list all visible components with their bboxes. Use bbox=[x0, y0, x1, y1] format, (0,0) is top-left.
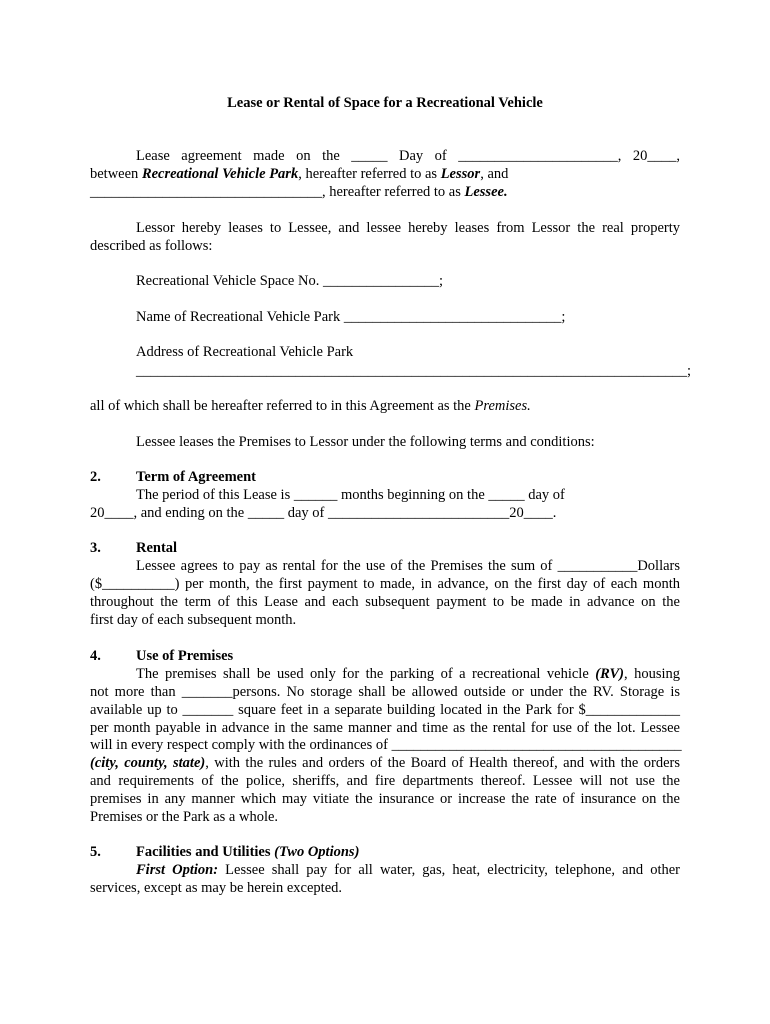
line-text: Premises or the Park as a whole. bbox=[90, 809, 279, 825]
document-line bbox=[90, 879, 680, 897]
document-line bbox=[90, 575, 680, 593]
line-text: premises in any manner which may vitiate the insurance or increase the rate of insurance on the bbox=[90, 791, 680, 807]
emphasized-text: Lessor bbox=[440, 166, 481, 182]
emphasized-text: First Option: bbox=[136, 862, 219, 878]
emphasized-text: (city, county, state) bbox=[90, 755, 206, 771]
document-line bbox=[136, 861, 680, 879]
line-text: The period of this Lease is ______ months beginning on the _____ day of bbox=[136, 487, 565, 503]
document-line bbox=[136, 343, 680, 361]
section-title: Term of Agreement bbox=[136, 469, 256, 485]
line-text: first day of each subsequent month. bbox=[90, 612, 297, 628]
line-text: 20____, and ending on the _____ day of _________________________20____. bbox=[90, 505, 557, 521]
line-text: , and bbox=[480, 166, 509, 182]
document-line bbox=[90, 593, 680, 611]
section-heading bbox=[90, 468, 680, 486]
emphasized-text: Premises. bbox=[474, 398, 531, 414]
emphasized-text: (RV) bbox=[595, 666, 624, 682]
line-text: and requirements of the police, sheriffs, and fire departments thereof. Lessee will not use the bbox=[90, 773, 680, 789]
section-title: Facilities and Utilities bbox=[136, 844, 275, 860]
line-text: between bbox=[90, 166, 142, 182]
document-line bbox=[90, 165, 680, 183]
document-line bbox=[90, 683, 680, 701]
document-line bbox=[90, 237, 680, 255]
line-text: available up to _______ square feet in a separate building located in the Park for $_____________ bbox=[90, 702, 680, 718]
document-line bbox=[136, 272, 680, 290]
emphasized-text: Lessee. bbox=[464, 184, 508, 200]
document-line bbox=[90, 754, 680, 772]
document-line bbox=[90, 736, 680, 754]
line-text: , housing bbox=[624, 666, 681, 682]
line-text: described as follows: bbox=[90, 238, 213, 254]
line-text: Lease agreement made on the _____ Day of ______________________, 20____, bbox=[136, 148, 680, 164]
section-heading bbox=[90, 843, 680, 861]
document-line bbox=[90, 790, 680, 808]
line-text: Lessor hereby leases to Lessee, and lessee hereby leases from Lessor the real property bbox=[136, 220, 680, 236]
section-number: 3. bbox=[90, 540, 101, 556]
section-heading bbox=[90, 539, 680, 557]
document-line bbox=[136, 557, 680, 575]
line-text: Address of Recreational Vehicle Park bbox=[136, 344, 354, 360]
line-text: , hereafter referred to as bbox=[298, 166, 441, 182]
line-text: ________________________________, hereafter referred to as bbox=[90, 184, 465, 200]
section-number: 5. bbox=[90, 844, 101, 860]
line-text: per month payable in advance in the same manner and time as the rental for use of the lot. Lessee bbox=[90, 720, 680, 736]
line-text: Lessee shall pay for all water, gas, heat, electricity, telephone, and other bbox=[218, 862, 681, 878]
document-line bbox=[136, 665, 680, 683]
line-text: Lessee agrees to pay as rental for the use of the Premises the sum of ___________Dollars bbox=[136, 558, 680, 574]
line-text: all of which shall be hereafter referred to in this Agreement as the bbox=[90, 398, 475, 414]
document-line bbox=[90, 772, 680, 790]
document-line bbox=[136, 219, 680, 237]
document-line bbox=[136, 362, 692, 380]
section-number: 2. bbox=[90, 469, 101, 485]
line-text: Recreational Vehicle Space No. ________________; bbox=[136, 273, 443, 289]
line-text: throughout the term of this Lease and each subsequent payment to be made in advance on the bbox=[90, 594, 680, 610]
section-title: Rental bbox=[136, 540, 178, 556]
section-title: (Two Options) bbox=[274, 844, 360, 860]
line-text: Name of Recreational Vehicle Park ______________________________; bbox=[136, 309, 566, 325]
document-line bbox=[136, 486, 680, 504]
line-text: The premises shall be used only for the parking of a recreational vehicle bbox=[136, 666, 596, 682]
section-heading bbox=[90, 647, 680, 665]
document-line bbox=[90, 504, 680, 522]
document-title: Lease or Rental of Space for a Recreational Vehicle bbox=[227, 95, 543, 111]
line-text: Lessee leases the Premises to Lessor under the following terms and conditions: bbox=[136, 434, 595, 450]
document-line bbox=[90, 701, 680, 719]
document-line bbox=[90, 183, 680, 201]
emphasized-text: Recreational Vehicle Park bbox=[141, 166, 299, 182]
line-text: ($__________) per month, the first payment to made, in advance, on the first day of each month bbox=[90, 576, 680, 592]
line-text: services, except as may be herein excepted. bbox=[90, 880, 343, 896]
document-line bbox=[90, 611, 680, 629]
document-line bbox=[90, 719, 680, 737]
document-line bbox=[90, 397, 680, 415]
document-line bbox=[136, 433, 680, 451]
line-text: , with the rules and orders of the Board of Health thereof, and with the orders bbox=[205, 755, 680, 771]
document-line bbox=[136, 147, 680, 165]
section-title: Use of Premises bbox=[136, 648, 234, 664]
section-number: 4. bbox=[90, 648, 101, 664]
line-text: ____________________________________________________________________________; bbox=[136, 363, 692, 379]
line-text: not more than _______persons. No storage shall be allowed outside or under the RV. Storage is bbox=[90, 684, 680, 700]
line-text: will in every respect comply with the ordinances of ________________________________________ bbox=[90, 737, 682, 753]
document-line bbox=[90, 808, 680, 826]
document-line bbox=[136, 308, 680, 326]
